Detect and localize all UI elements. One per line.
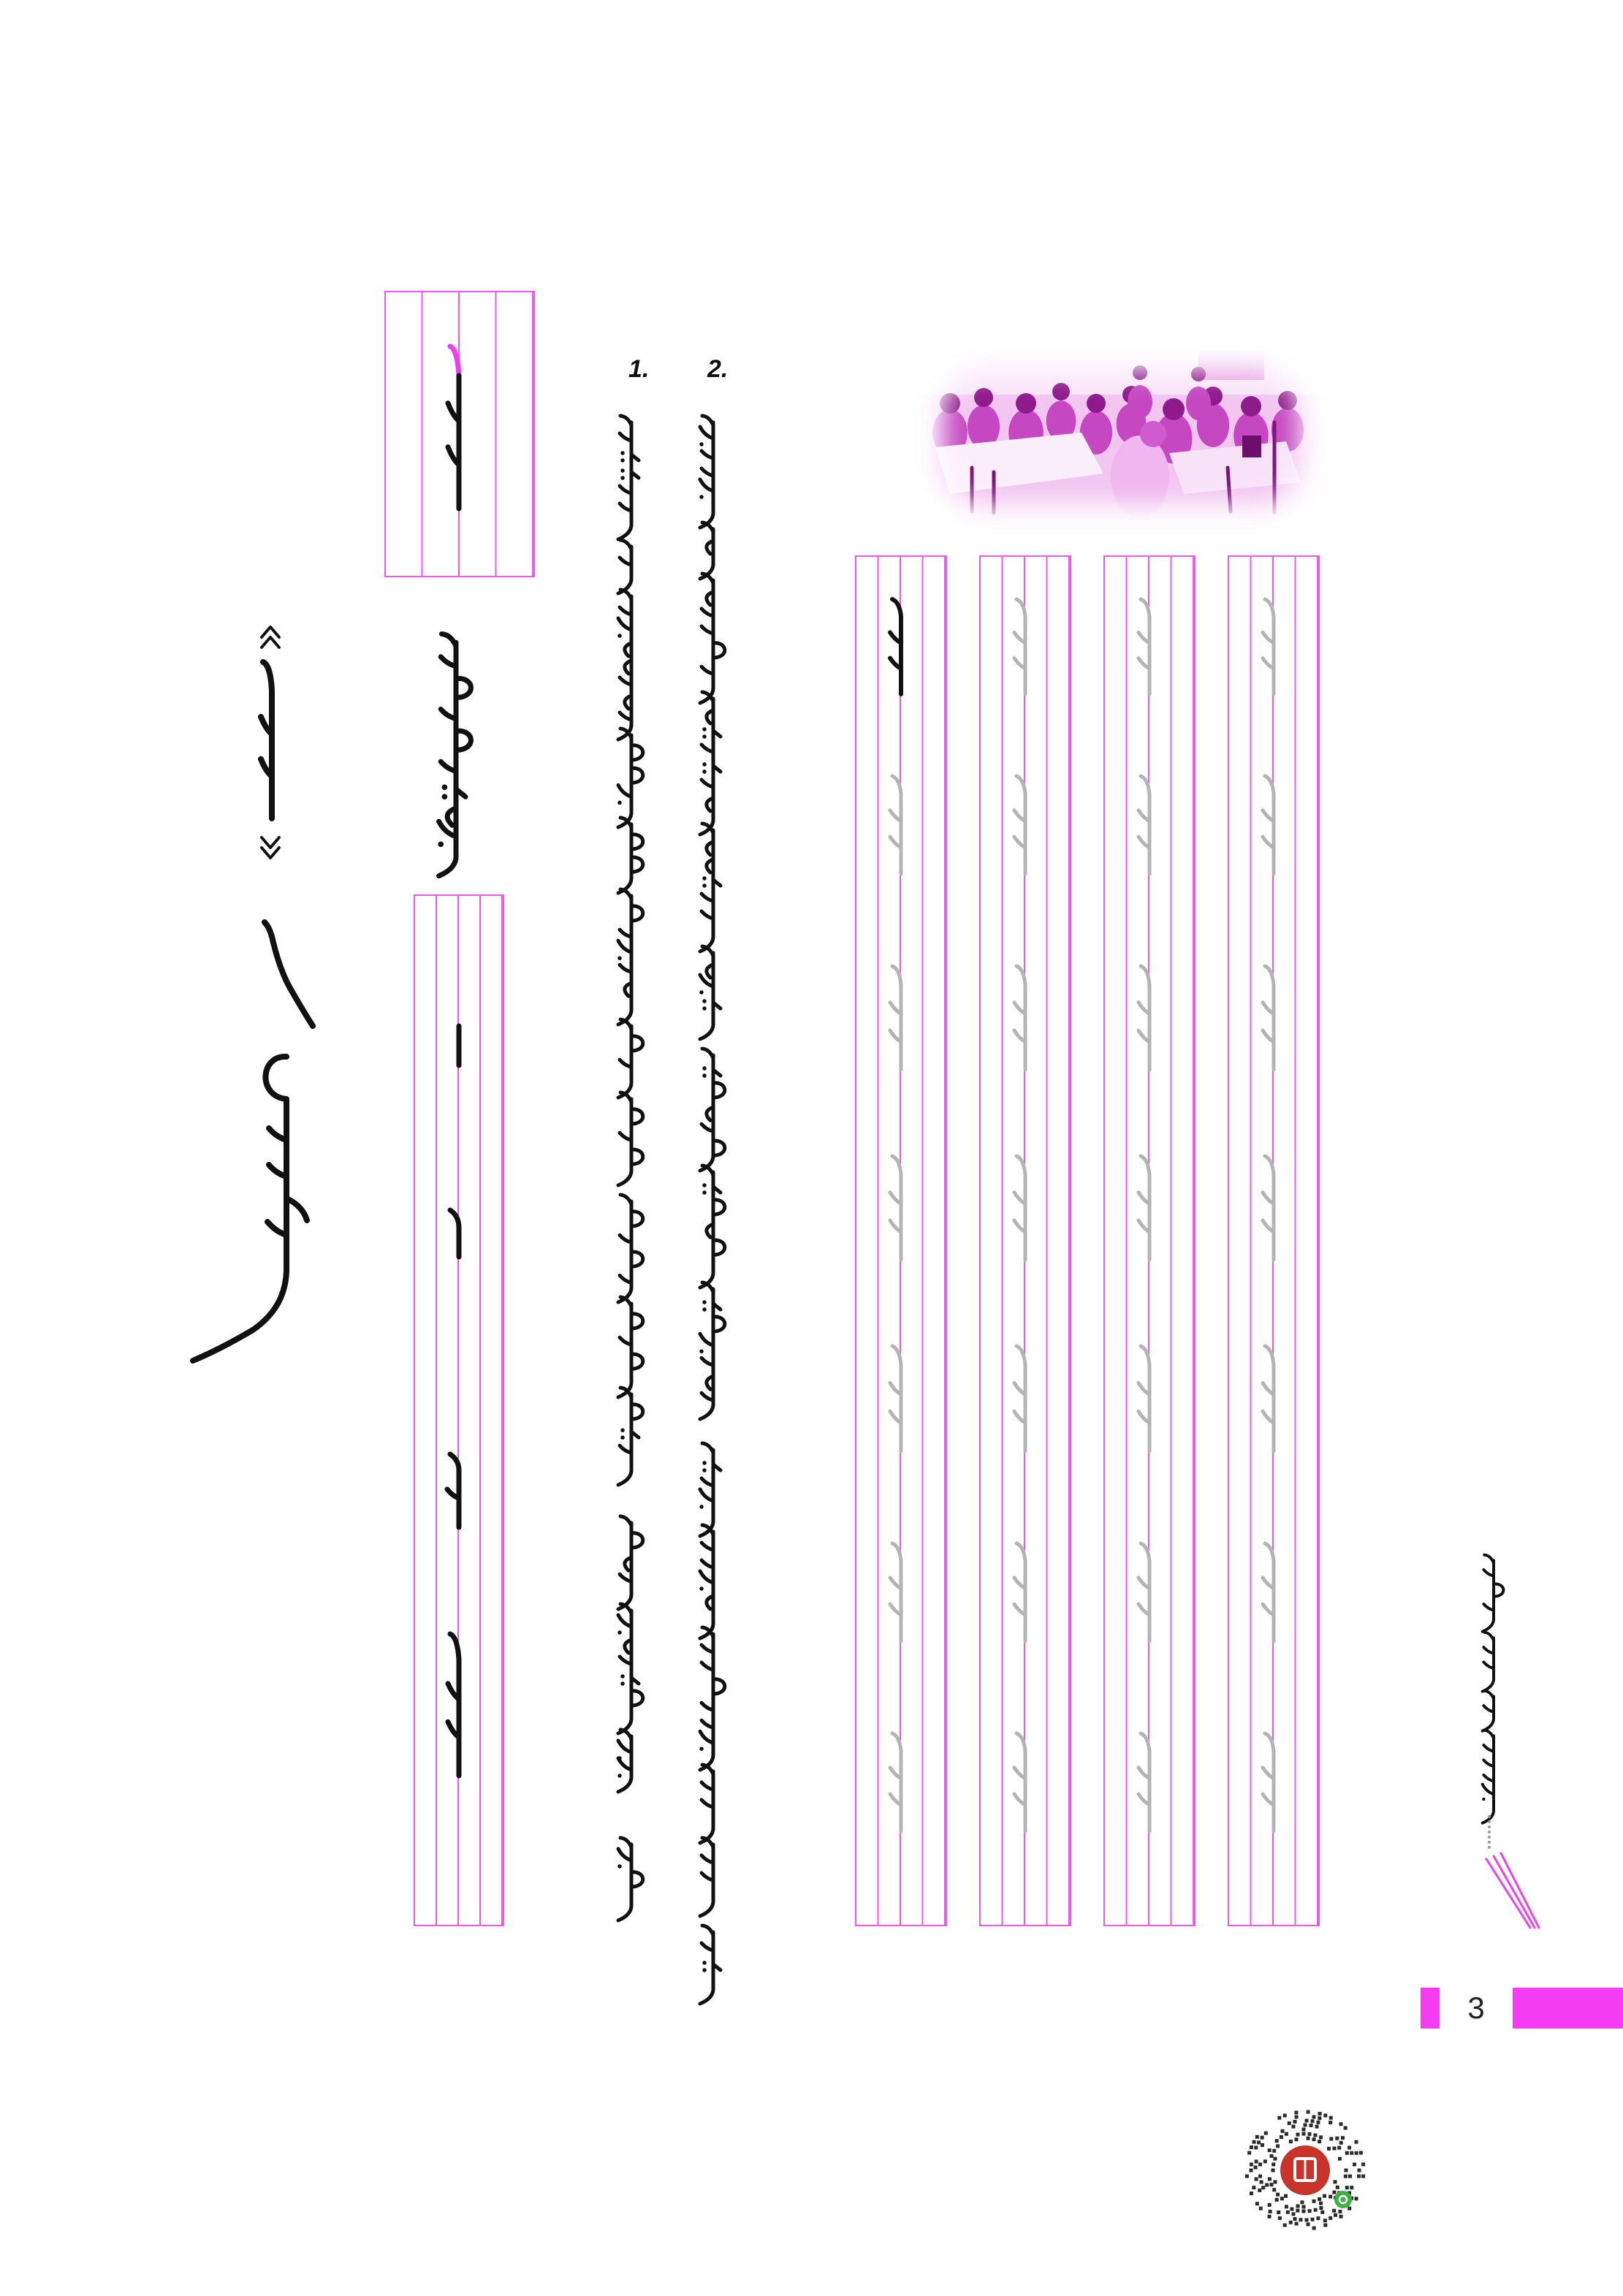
close-quote-mark xyxy=(262,837,279,858)
script-word xyxy=(700,692,721,835)
qr-badge-icon xyxy=(1245,2110,1365,2230)
model-word xyxy=(438,634,471,876)
script-word xyxy=(1483,1555,1504,1632)
script-word xyxy=(617,1604,643,1733)
title-suffix xyxy=(265,922,313,1026)
script-word xyxy=(699,416,713,528)
page-number-bar xyxy=(1513,1988,1623,2029)
script-word xyxy=(618,1195,643,1302)
script-word xyxy=(617,1838,643,1920)
script-word xyxy=(618,1092,643,1185)
stroke-order-box xyxy=(414,894,504,1926)
script-word xyxy=(699,1525,713,1638)
script-word xyxy=(700,1049,725,1171)
header-script xyxy=(1482,1555,1503,1823)
script-word xyxy=(699,1282,725,1419)
exercise-1-number: 1. xyxy=(628,355,650,383)
script-word xyxy=(700,824,721,951)
classroom-photo xyxy=(906,343,1337,533)
script-word xyxy=(700,1166,725,1288)
title-letter-word xyxy=(261,662,272,818)
script-word xyxy=(700,574,725,703)
script-word xyxy=(618,540,631,593)
script-word xyxy=(618,1019,643,1098)
script-word xyxy=(618,416,639,539)
exercise-2-number: 2. xyxy=(707,355,729,383)
script-word xyxy=(1483,1632,1494,1692)
script-word xyxy=(617,889,643,1025)
script-word xyxy=(617,1730,631,1792)
script-word xyxy=(700,1765,713,1843)
script-word xyxy=(699,1443,721,1536)
letter-model-box xyxy=(384,291,535,577)
script-word xyxy=(700,1838,713,1916)
triple-slash-ornament-icon xyxy=(1486,1815,1539,1928)
practice-grid-3[interactable] xyxy=(1103,555,1196,1926)
script-word xyxy=(617,729,643,827)
page-number-marker xyxy=(1421,1988,1440,2029)
script-word xyxy=(699,946,721,1039)
practice-grid-4[interactable] xyxy=(1228,555,1320,1926)
script-word xyxy=(1483,1691,1494,1731)
open-quote-mark xyxy=(262,627,279,647)
page-number: 3 xyxy=(1467,1991,1485,2025)
script-word xyxy=(618,1297,643,1397)
script-word xyxy=(1482,1730,1494,1823)
script-word xyxy=(617,590,631,740)
practice-grid-1[interactable] xyxy=(855,555,947,1926)
practice-grid-2[interactable] xyxy=(979,555,1071,1926)
script-word xyxy=(618,1388,643,1485)
script-word xyxy=(618,1516,643,1609)
script-word xyxy=(700,522,713,579)
exercise-2-script xyxy=(699,416,725,2004)
exercise-1-script xyxy=(617,416,643,1920)
left-title-script xyxy=(193,627,313,1361)
title-word xyxy=(193,1057,307,1361)
script-word xyxy=(699,1627,725,1770)
script-word xyxy=(618,818,643,893)
script-word xyxy=(700,1926,721,2004)
